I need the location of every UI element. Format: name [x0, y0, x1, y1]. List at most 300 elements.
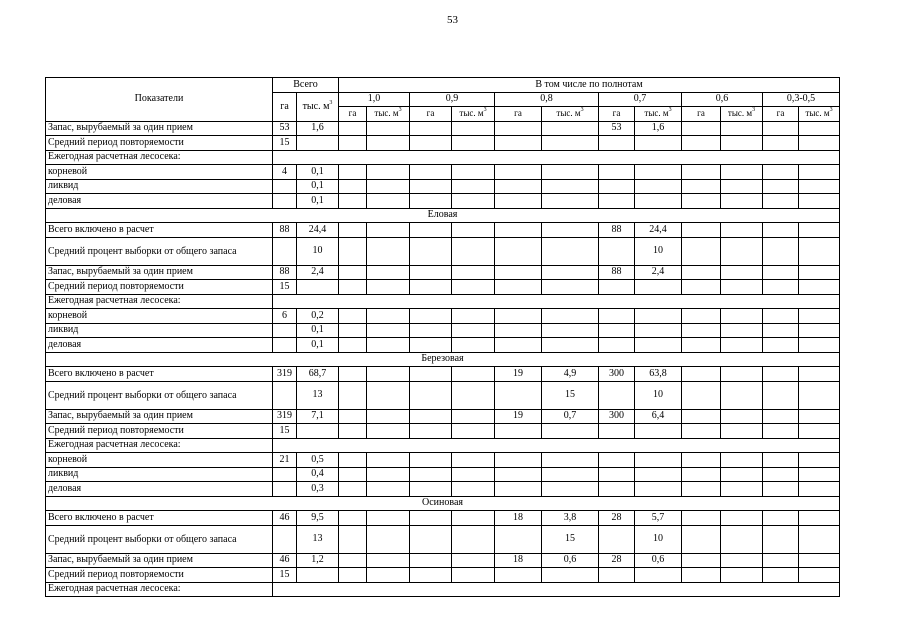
value-cell: 2,4	[635, 265, 682, 280]
value-cell	[599, 453, 635, 468]
value-cell	[339, 467, 367, 482]
table-row	[46, 338, 840, 353]
value-cell: 0,1	[297, 323, 339, 338]
value-cell: 0,2	[297, 309, 339, 324]
felling-table	[45, 77, 840, 597]
value-cell	[410, 194, 452, 209]
value-cell	[339, 280, 367, 295]
value-cell	[721, 179, 763, 194]
value-cell	[799, 309, 840, 324]
value-cell	[799, 482, 840, 497]
value-cell	[599, 525, 635, 553]
value-cell: 0,1	[297, 338, 339, 353]
value-cell: 21	[273, 453, 297, 468]
value-cell	[682, 424, 721, 439]
value-cell	[799, 453, 840, 468]
value-cell	[542, 453, 599, 468]
value-cell	[339, 482, 367, 497]
value-cell	[763, 309, 799, 324]
density-volume-header: тыс. $м^3$	[799, 107, 840, 122]
indicator-label: Ежегодная расчетная лесосека:	[46, 150, 273, 165]
value-cell	[495, 265, 542, 280]
indicator-label: корневой	[46, 165, 273, 180]
value-cell	[763, 136, 799, 151]
density-ha-header: га	[339, 107, 367, 122]
value-cell	[721, 309, 763, 324]
value-cell: 88	[599, 223, 635, 238]
value-cell	[495, 381, 542, 409]
table-row	[46, 323, 840, 338]
value-cell	[682, 367, 721, 382]
value-cell	[452, 568, 495, 583]
value-cell	[799, 265, 840, 280]
value-cell	[410, 453, 452, 468]
value-cell	[721, 409, 763, 424]
value-cell: 0,3	[297, 482, 339, 497]
value-cell	[273, 323, 297, 338]
empty-cell	[273, 294, 840, 309]
page-number: 53	[447, 14, 458, 26]
indicator-label: корневой	[46, 309, 273, 324]
indicators-header: Показатели	[46, 78, 273, 122]
value-cell	[410, 482, 452, 497]
indicator-label: Всего включено в расчет	[46, 367, 273, 382]
value-cell	[410, 265, 452, 280]
value-cell	[721, 525, 763, 553]
value-cell: 28	[599, 553, 635, 568]
value-cell: 46	[273, 553, 297, 568]
value-cell	[799, 381, 840, 409]
value-cell: 68,7	[297, 367, 339, 382]
value-cell	[763, 482, 799, 497]
value-cell	[367, 553, 410, 568]
table-row	[46, 150, 840, 165]
value-cell	[495, 136, 542, 151]
value-cell	[763, 568, 799, 583]
value-cell	[542, 568, 599, 583]
value-cell	[799, 194, 840, 209]
value-cell	[339, 165, 367, 180]
value-cell: 88	[273, 265, 297, 280]
value-cell	[542, 223, 599, 238]
table-row	[46, 482, 840, 497]
value-cell	[339, 223, 367, 238]
value-cell	[763, 194, 799, 209]
value-cell	[495, 323, 542, 338]
value-cell	[452, 237, 495, 265]
value-cell	[410, 424, 452, 439]
value-cell	[599, 309, 635, 324]
value-cell	[599, 194, 635, 209]
value-cell	[339, 323, 367, 338]
value-cell	[273, 482, 297, 497]
value-cell	[682, 194, 721, 209]
value-cell	[635, 280, 682, 295]
table-row	[46, 511, 840, 526]
value-cell	[799, 179, 840, 194]
value-cell	[410, 223, 452, 238]
table-row	[46, 194, 840, 209]
value-cell	[367, 409, 410, 424]
value-cell: 53	[599, 121, 635, 136]
value-cell: 15	[273, 280, 297, 295]
value-cell	[763, 179, 799, 194]
value-cell	[542, 309, 599, 324]
value-cell: 0,6	[635, 553, 682, 568]
value-cell	[799, 424, 840, 439]
value-cell	[763, 367, 799, 382]
value-cell: 63,8	[635, 367, 682, 382]
value-cell	[542, 136, 599, 151]
value-cell	[682, 467, 721, 482]
value-cell	[799, 409, 840, 424]
value-cell	[495, 194, 542, 209]
table-row	[46, 223, 840, 238]
value-cell	[599, 338, 635, 353]
value-cell	[799, 525, 840, 553]
value-cell	[682, 223, 721, 238]
density-header: 1,0	[339, 92, 410, 107]
value-cell	[721, 165, 763, 180]
value-cell: 0,7	[542, 409, 599, 424]
indicator-label: Средний процент выборки от общего запаса	[46, 525, 273, 553]
value-cell	[339, 367, 367, 382]
value-cell	[452, 265, 495, 280]
value-cell	[367, 381, 410, 409]
table-row	[46, 381, 840, 409]
indicator-label: деловая	[46, 482, 273, 497]
value-cell	[495, 482, 542, 497]
table-row	[46, 265, 840, 280]
density-ha-header: га	[682, 107, 721, 122]
value-cell: 15	[273, 424, 297, 439]
table-row	[46, 568, 840, 583]
value-cell	[339, 179, 367, 194]
value-cell	[367, 482, 410, 497]
indicator-label: Средний процент выборки от общего запаса	[46, 381, 273, 409]
species-section-title: Осиновая	[46, 496, 840, 511]
value-cell	[495, 525, 542, 553]
value-cell	[542, 265, 599, 280]
value-cell	[452, 323, 495, 338]
value-cell: 300	[599, 409, 635, 424]
value-cell	[799, 323, 840, 338]
value-cell	[763, 121, 799, 136]
section-row	[46, 208, 840, 223]
indicator-label: Средний период повторяемости	[46, 280, 273, 295]
value-cell: 6	[273, 309, 297, 324]
value-cell	[763, 265, 799, 280]
value-cell: 53	[273, 121, 297, 136]
value-cell	[410, 165, 452, 180]
value-cell	[452, 338, 495, 353]
value-cell	[495, 237, 542, 265]
value-cell	[339, 309, 367, 324]
value-cell	[339, 237, 367, 265]
value-cell	[367, 136, 410, 151]
value-cell	[635, 309, 682, 324]
indicator-label: Всего включено в расчет	[46, 511, 273, 526]
value-cell	[452, 223, 495, 238]
value-cell: 88	[273, 223, 297, 238]
value-cell: 0,5	[297, 453, 339, 468]
value-cell	[367, 237, 410, 265]
value-cell	[410, 367, 452, 382]
table-row	[46, 582, 840, 597]
value-cell: 5,7	[635, 511, 682, 526]
value-cell	[452, 179, 495, 194]
value-cell	[799, 338, 840, 353]
empty-cell	[273, 438, 840, 453]
table-row	[46, 237, 840, 265]
density-volume-header: тыс. $м^3$	[367, 107, 410, 122]
value-cell	[763, 338, 799, 353]
value-cell	[367, 424, 410, 439]
indicator-label: Запас, вырубаемый за один прием	[46, 121, 273, 136]
table-row	[46, 121, 840, 136]
by-density-header: В том числе по полнотам	[339, 78, 840, 93]
value-cell	[721, 121, 763, 136]
value-cell: 15	[542, 525, 599, 553]
value-cell	[763, 223, 799, 238]
value-cell	[721, 482, 763, 497]
value-cell	[410, 467, 452, 482]
value-cell	[452, 424, 495, 439]
value-cell	[635, 453, 682, 468]
value-cell	[495, 424, 542, 439]
value-cell	[273, 381, 297, 409]
value-cell	[339, 136, 367, 151]
species-section-title: Березовая	[46, 352, 840, 367]
value-cell	[721, 194, 763, 209]
value-cell	[495, 165, 542, 180]
value-cell	[682, 453, 721, 468]
value-cell	[799, 223, 840, 238]
value-cell	[682, 482, 721, 497]
value-cell	[799, 467, 840, 482]
value-cell	[273, 194, 297, 209]
value-cell: 10	[297, 237, 339, 265]
value-cell	[682, 511, 721, 526]
value-cell	[452, 136, 495, 151]
value-cell	[599, 568, 635, 583]
value-cell	[599, 323, 635, 338]
density-header: 0,9	[410, 92, 495, 107]
value-cell	[452, 194, 495, 209]
value-cell	[542, 323, 599, 338]
value-cell	[339, 453, 367, 468]
header-row-1	[46, 78, 840, 93]
value-cell	[495, 121, 542, 136]
table-row	[46, 179, 840, 194]
value-cell	[410, 525, 452, 553]
value-cell: 13	[297, 525, 339, 553]
value-cell	[799, 165, 840, 180]
value-cell	[721, 467, 763, 482]
density-ha-header: га	[763, 107, 799, 122]
value-cell	[721, 553, 763, 568]
value-cell	[367, 121, 410, 136]
value-cell: 319	[273, 367, 297, 382]
value-cell	[297, 280, 339, 295]
value-cell	[367, 367, 410, 382]
value-cell	[495, 338, 542, 353]
value-cell: 10	[635, 525, 682, 553]
value-cell	[763, 525, 799, 553]
value-cell	[367, 280, 410, 295]
value-cell	[452, 165, 495, 180]
indicator-label: ликвид	[46, 179, 273, 194]
species-section-title: Еловая	[46, 208, 840, 223]
indicator-label: Запас, вырубаемый за один прием	[46, 265, 273, 280]
value-cell	[682, 237, 721, 265]
value-cell	[367, 194, 410, 209]
value-cell	[495, 280, 542, 295]
indicator-label: Ежегодная расчетная лесосека:	[46, 582, 273, 597]
value-cell	[682, 553, 721, 568]
value-cell	[410, 136, 452, 151]
value-cell	[682, 280, 721, 295]
value-cell	[367, 525, 410, 553]
total-volume-header: тыс. $м^3$	[297, 92, 339, 121]
table-row	[46, 453, 840, 468]
value-cell	[273, 179, 297, 194]
value-cell	[799, 511, 840, 526]
value-cell: 19	[495, 409, 542, 424]
value-cell	[599, 165, 635, 180]
value-cell	[682, 338, 721, 353]
value-cell	[495, 309, 542, 324]
value-cell	[410, 511, 452, 526]
density-volume-header: тыс. $м^3$	[542, 107, 599, 122]
value-cell: 15	[273, 136, 297, 151]
value-cell	[410, 309, 452, 324]
indicator-label: Средний период повторяемости	[46, 424, 273, 439]
value-cell	[495, 568, 542, 583]
value-cell	[799, 237, 840, 265]
value-cell	[635, 194, 682, 209]
value-cell	[799, 136, 840, 151]
value-cell	[721, 237, 763, 265]
value-cell	[452, 467, 495, 482]
value-cell	[452, 482, 495, 497]
density-volume-header: тыс. $м^3$	[721, 107, 763, 122]
empty-cell	[273, 582, 840, 597]
density-ha-header: га	[599, 107, 635, 122]
value-cell	[763, 381, 799, 409]
value-cell	[763, 553, 799, 568]
table-row	[46, 136, 840, 151]
indicator-label: корневой	[46, 453, 273, 468]
value-cell	[367, 511, 410, 526]
value-cell	[682, 165, 721, 180]
value-cell	[763, 165, 799, 180]
value-cell	[542, 467, 599, 482]
value-cell: 0,1	[297, 165, 339, 180]
value-cell: 24,4	[297, 223, 339, 238]
value-cell	[721, 381, 763, 409]
value-cell	[799, 367, 840, 382]
value-cell	[452, 525, 495, 553]
value-cell	[452, 381, 495, 409]
value-cell	[635, 323, 682, 338]
value-cell	[410, 280, 452, 295]
value-cell	[763, 511, 799, 526]
empty-cell	[273, 150, 840, 165]
value-cell	[542, 179, 599, 194]
value-cell: 6,4	[635, 409, 682, 424]
value-cell: 0,1	[297, 179, 339, 194]
value-cell	[721, 265, 763, 280]
value-cell	[339, 338, 367, 353]
value-cell	[367, 323, 410, 338]
value-cell	[273, 525, 297, 553]
indicator-label: Ежегодная расчетная лесосека:	[46, 294, 273, 309]
value-cell	[682, 525, 721, 553]
value-cell	[339, 409, 367, 424]
value-cell	[599, 136, 635, 151]
total-header: Всего	[273, 78, 339, 93]
value-cell	[273, 237, 297, 265]
indicator-label: Запас, вырубаемый за один прием	[46, 409, 273, 424]
value-cell	[452, 280, 495, 295]
value-cell	[410, 323, 452, 338]
value-cell	[682, 121, 721, 136]
value-cell: 19	[495, 367, 542, 382]
value-cell	[367, 568, 410, 583]
value-cell	[763, 280, 799, 295]
value-cell	[721, 136, 763, 151]
value-cell	[495, 179, 542, 194]
value-cell	[367, 467, 410, 482]
value-cell	[763, 409, 799, 424]
value-cell: 300	[599, 367, 635, 382]
density-ha-header: га	[410, 107, 452, 122]
value-cell: 0,4	[297, 467, 339, 482]
value-cell	[542, 237, 599, 265]
value-cell	[721, 453, 763, 468]
value-cell	[682, 381, 721, 409]
value-cell	[763, 467, 799, 482]
value-cell: 3,8	[542, 511, 599, 526]
value-cell: 18	[495, 553, 542, 568]
value-cell: 46	[273, 511, 297, 526]
table-row	[46, 525, 840, 553]
value-cell	[799, 280, 840, 295]
value-cell	[339, 424, 367, 439]
value-cell	[599, 424, 635, 439]
value-cell	[367, 338, 410, 353]
table-row	[46, 467, 840, 482]
indicator-label: Средний период повторяемости	[46, 568, 273, 583]
value-cell: 15	[273, 568, 297, 583]
value-cell	[339, 265, 367, 280]
value-cell: 28	[599, 511, 635, 526]
value-cell	[410, 381, 452, 409]
value-cell	[410, 338, 452, 353]
value-cell	[495, 223, 542, 238]
density-header: 0,7	[599, 92, 682, 107]
value-cell	[763, 323, 799, 338]
value-cell	[635, 424, 682, 439]
value-cell	[339, 511, 367, 526]
value-cell	[721, 367, 763, 382]
value-cell	[367, 179, 410, 194]
density-volume-header: тыс. $м^3$	[635, 107, 682, 122]
value-cell	[452, 309, 495, 324]
value-cell: 1,6	[635, 121, 682, 136]
value-cell: 9,5	[297, 511, 339, 526]
